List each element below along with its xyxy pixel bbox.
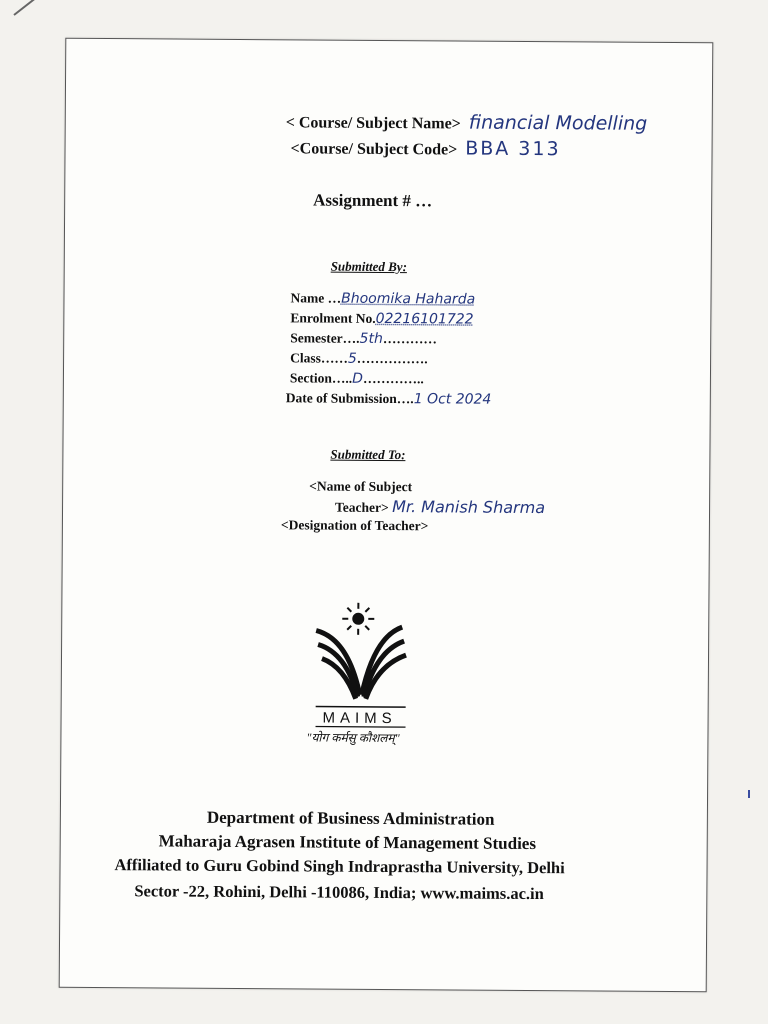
course-code-row	[290, 136, 560, 160]
section-label: Section…..	[289, 370, 353, 386]
course-code-label: <Course/ Subject Code>	[290, 140, 458, 159]
semester-row	[290, 330, 437, 347]
logo-motto: "योग कर्मसु कौशलम्"	[306, 730, 400, 746]
section-value: D	[352, 370, 364, 387]
semester-value: 5th	[359, 330, 383, 347]
swoosh-icon	[316, 627, 407, 700]
class-row	[290, 350, 428, 367]
scan-mark	[13, 0, 38, 16]
ink-speck	[748, 790, 750, 798]
footer-department: Department of Business Administration	[206, 807, 495, 829]
maims-logo	[311, 598, 422, 749]
footer-affiliation: Affiliated to Guru Gobind Singh Indraprastha University, Delhi	[114, 855, 565, 878]
teacher-label-line2: Teacher>	[335, 499, 389, 516]
teacher-value: Mr. Manish Sharma	[392, 497, 546, 518]
course-name-value: financial Modelling	[468, 111, 648, 135]
footer-institute: Maharaja Agrasen Institute of Management Studies	[158, 831, 537, 854]
semester-label: Semester….	[290, 330, 360, 346]
course-code-value: BBA 313	[465, 137, 561, 161]
course-name-row	[286, 110, 648, 135]
semester-dots: …………	[382, 330, 437, 347]
enrolment-label: Enrolment No.	[290, 310, 376, 326]
section-row	[290, 370, 424, 387]
date-row	[286, 390, 492, 407]
document-page	[59, 38, 714, 993]
class-value: 5	[347, 350, 357, 367]
date-value: 1 Oct 2024	[413, 391, 492, 408]
designation-label: <Designation of Teacher>	[280, 517, 429, 534]
class-label: Class……	[290, 350, 348, 366]
name-row	[290, 290, 475, 307]
assignment-title: Assignment # …	[313, 190, 433, 211]
section-dots: …………..	[362, 370, 424, 387]
date-label: Date of Submission….	[285, 390, 414, 407]
teacher-row	[335, 497, 545, 517]
submitted-to-heading: Submitted To:	[330, 446, 406, 463]
logo-wordmark: MAIMS	[322, 709, 397, 728]
enrolment-value: 02216101722	[375, 310, 474, 328]
name-label: Name …	[290, 290, 342, 306]
submitted-by-heading: Submitted By:	[330, 258, 407, 275]
class-dots: …………….	[356, 350, 428, 367]
teacher-label-line1: <Name of Subject	[309, 478, 413, 495]
sun-icon	[342, 603, 374, 635]
footer-address: Sector -22, Rohini, Delhi -110086, India; www.maims.ac.in	[134, 881, 544, 904]
enrolment-row	[290, 310, 473, 327]
course-name-label: < Course/ Subject Name>	[285, 114, 461, 133]
name-value: Bhoomika Haharda	[341, 290, 476, 308]
